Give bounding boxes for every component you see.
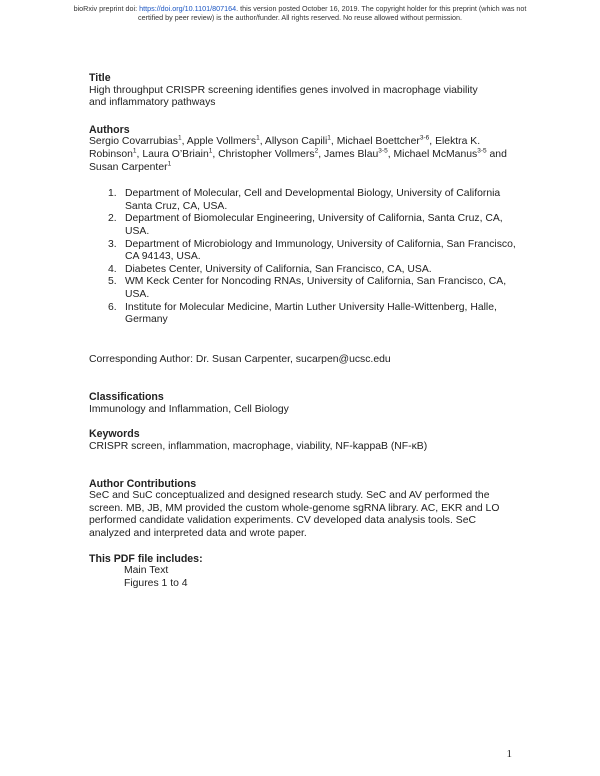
affiliation-item [108, 239, 518, 264]
affiliation-text: Department of Biomolecular Engineering, University of California, Santa Cruz, CA, USA. [125, 213, 503, 237]
author-connector: and [486, 148, 507, 160]
author-affiliation-marker: 1 [208, 147, 213, 155]
author-affiliation-marker: 3-6 [419, 134, 430, 142]
classifications-heading: Classifications [89, 391, 164, 404]
affiliation-number: 6. [108, 301, 117, 313]
author-affiliation-marker: 1 [132, 147, 137, 155]
contributions-text: SeC and SuC conceptualized and designed research study. SeC and AV performed the screen. MB, JB, MM provided the custom whole-genome sgRNA library. AC, EKR and LO performed candidate validation experiments. CV developed data analysis tools. SeC analyzed and interpreted data and wrote paper. [89, 490, 500, 540]
preprint-header [0, 4, 600, 22]
author-separator: , [212, 148, 219, 160]
author-separator: , [429, 136, 436, 148]
preprint-header-prefix: bioRxiv preprint doi: [73, 4, 140, 13]
author-name: Christopher Vollmers [218, 148, 315, 160]
affiliation-text: Diabetes Center, University of California, San Francisco, CA, USA. [125, 263, 432, 275]
preprint-header-line2: certified by peer review) is the author/funder. All rights reserved. No reuse allowed without permission. [138, 13, 462, 22]
author-affiliation-marker: 3-5 [477, 147, 487, 155]
paper-title-line1: High throughput CRISPR screening identifies genes involved in macrophage viability [89, 84, 478, 96]
doi-link[interactable]: https://doi.org/10.1101/807164 [139, 4, 237, 13]
pdf-includes-item-main-text: Main Text [124, 565, 169, 577]
affiliation-number: 3. [108, 238, 117, 250]
title-heading: Title [89, 72, 111, 84]
affiliation-item [108, 188, 518, 213]
keywords-text: CRISPR screen, inflammation, macrophage, viability, NF-kappaB (NF-κB) [89, 441, 428, 453]
author-name: Apple Vollmers [186, 136, 257, 148]
author-separator: , [330, 136, 337, 148]
author-affiliation-marker: 1 [327, 134, 331, 142]
affiliation-text: Department of Microbiology and Immunology, University of California, San Francisco, CA 94143, USA. [125, 238, 516, 263]
classifications-text: Immunology and Inflammation, Cell Biology [89, 403, 289, 415]
author-affiliation-marker: 1 [167, 160, 172, 168]
author-affiliation-marker: 1 [177, 134, 182, 142]
author-name: Michael Boettcher [336, 136, 420, 148]
affiliations-list [108, 188, 518, 327]
affiliation-text: Institute for Molecular Medicine, Martin Luther University Halle-Wittenberg, Halle, Germany [125, 301, 497, 326]
contributions-heading: Author Contributions [89, 477, 197, 490]
author-name: Sergio Covarrubias [89, 136, 178, 148]
author-separator: , [136, 148, 143, 160]
author-name: James Blau [324, 148, 379, 160]
page-number: 1 [506, 748, 512, 760]
affiliation-number: 2. [108, 213, 117, 225]
author-separator: , [181, 136, 187, 148]
author-separator: , [259, 136, 265, 148]
affiliation-text: WM Keck Center for Noncoding RNAs, University of California, San Francisco, CA, USA. [125, 276, 507, 300]
preprint-header-rest: . this version posted October 16, 2019. The copyright holder for this preprint (which was not [236, 4, 527, 13]
affiliation-number: 1. [108, 188, 117, 200]
author-affiliation-marker: 1 [256, 134, 260, 142]
title-page-content [89, 72, 519, 590]
author-name: Michael McManus [393, 148, 478, 160]
keywords-heading: Keywords [89, 428, 140, 441]
affiliation-number: 4. [108, 263, 117, 275]
affiliation-item [108, 264, 518, 277]
affiliation-number: 5. [108, 276, 117, 288]
author-name: Elektra K. Robinson [89, 136, 481, 160]
corresponding-author: Corresponding Author: Dr. Susan Carpenter, sucarpen@ucsc.edu [89, 353, 391, 365]
authors-list [89, 136, 519, 174]
affiliation-item [108, 276, 518, 301]
pdf-includes-heading: This PDF file includes: [89, 552, 203, 565]
affiliation-item [108, 302, 518, 327]
affiliation-item [108, 213, 518, 238]
author-affiliation-marker: 2 [314, 147, 319, 155]
author-name: Laura O’Briain [142, 148, 209, 160]
author-separator: , [318, 148, 324, 160]
preprint-header-line1 [0, 4, 600, 13]
pdf-includes-item-figures: Figures 1 to 4 [124, 577, 188, 589]
authors-heading: Authors [89, 123, 130, 136]
author-name: Susan Carpenter [89, 161, 168, 173]
affiliation-text: Department of Molecular, Cell and Developmental Biology, University of California Santa Cruz, CA, USA. [125, 188, 501, 212]
paper-title-line2: and inflammatory pathways [89, 97, 216, 109]
author-affiliation-marker: 3-5 [378, 147, 388, 155]
author-name: Allyson Capili [264, 136, 328, 148]
author-separator: , [387, 148, 394, 160]
